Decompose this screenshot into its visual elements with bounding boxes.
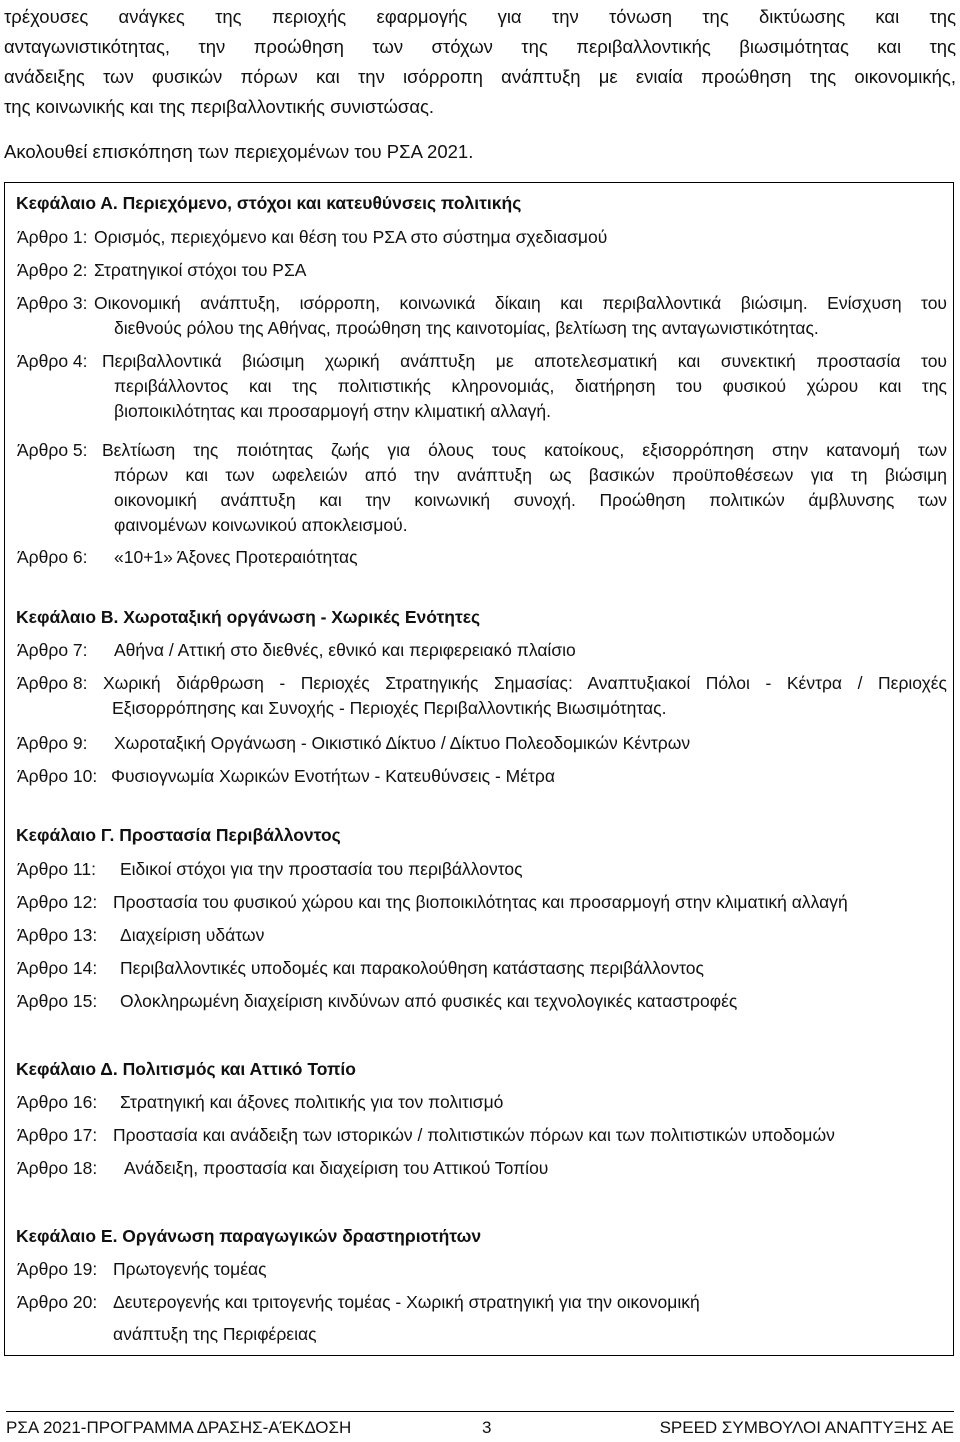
article-row [17,1156,947,1181]
intro-paragraph [4,2,956,122]
article-label: Άρθρο 12: [17,892,98,912]
article-text [17,545,947,570]
article-text [17,438,947,538]
article-label: Άρθρο 15: [17,991,98,1011]
article-label: Άρθρο 16: [17,1092,98,1112]
article-line: Προστασία του φυσικού χώρου και της βιοποικιλότητας και προσαρμογή στην κλιματική αλλαγή [113,892,848,912]
intro-line: της κοινωνικής και της περιβαλλοντικής συνιστώσας. [4,96,435,117]
article-text [17,258,947,283]
article-line: «10+1» Άξονες Προτεραιότητας [114,547,358,567]
article-label: Άρθρο 7: [17,640,88,660]
article-text [17,291,947,341]
intro-line: ανταγωνιστικότητας, την προώθηση των στόχων της περιβαλλοντικής βιωσιμότητας και της [4,36,956,57]
footer-company: SPEED ΣΥΜΒΟΥΛΟΙ ΑΝΑΠΤΥΞΗΣ ΑΕ [659,1418,954,1437]
article-line: Ανάδειξη, προστασία και διαχείριση του Αττικού Τοπίου [124,1158,549,1178]
article-line: Αθήνα / Αττική στο διεθνές, εθνικό και περιφερειακό πλαίσιο [114,640,576,660]
article-row [17,1123,947,1148]
article-row [17,291,947,341]
article-line: Ολοκληρωμένη διαχείριση κινδύνων από φυσικές και τεχνολογικές καταστροφές [120,991,738,1011]
article-label: Άρθρο 18: [17,1158,98,1178]
article-text [17,349,947,424]
article-text [17,1257,947,1282]
article-text [17,890,947,915]
article-line: βιοποικιλότητας και προσαρμογή στην κλιματική αλλαγή. [114,401,552,421]
article-line: Δευτερογενής και τριτογενής τομέας - Χωρική στρατηγική για την οικονομική [113,1292,700,1312]
article-row [17,731,947,756]
article-row [17,764,947,789]
article-row [17,956,947,981]
contents-frame [4,182,954,1356]
article-text [17,1090,947,1115]
article-line: Οικονομική ανάπτυξη, ισόρροπη, κοινωνικά δίκαιη και περιβαλλοντικά βιώσιμη. Ενίσχυση του [94,293,947,313]
chapter-title: Κεφάλαιο Β. Χωροταξική οργάνωση - Χωρικές Ενότητες [16,607,481,627]
article-line: φαινομένων κοινωνικού αποκλεισμού. [114,515,408,535]
article-line: Φυσιογνωμία Χωρικών Ενοτήτων - Κατευθύνσεις - Μέτρα [111,766,555,786]
article-line: Βελτίωση της ποιότητας ζωής για όλους τους κατοίκους, εξισορρόπηση στην κατανομή των [102,440,947,460]
article-line: ανάπτυξη της Περιφέρειας [113,1324,317,1344]
article-label: Άρθρο 9: [17,733,88,753]
article-row [17,671,947,721]
chapter-title: Κεφάλαιο Γ. Προστασία Περιβάλλοντος [16,825,341,845]
article-line: Χωρική διάρθρωση - Περιοχές Στρατηγικής Σημασίας: Αναπτυξιακοί Πόλοι - Κέντρα / Περιοχές [103,673,947,693]
article-line: Διαχείριση υδάτων [120,925,265,945]
article-row [17,638,947,663]
article-label: Άρθρο 4: [17,351,88,371]
article-row [17,857,947,882]
article-line: Ορισμός, περιεχόμενο και θέση του ΡΣΑ στο σύστημα σχεδιασμού [94,227,608,247]
article-label: Άρθρο 11: [17,859,96,879]
article-row [17,545,947,570]
article-row [17,258,947,283]
article-text [17,1290,947,1347]
article-row [17,225,947,250]
article-label: Άρθρο 20: [17,1292,98,1312]
article-label: Άρθρο 14: [17,958,98,978]
article-row [17,1257,947,1282]
article-text [17,638,947,663]
article-row [17,349,947,424]
article-row [17,438,947,538]
chapter-title: Κεφάλαιο Ε. Οργάνωση παραγωγικών δραστηριοτήτων [16,1226,482,1246]
article-label: Άρθρο 6: [17,547,88,567]
article-text [17,671,947,721]
article-label: Άρθρο 10: [17,766,98,786]
footer-document-title: ΡΣΑ 2021-ΠΡΟΓΡΑΜΜΑ ΔΡΑΣΗΣ-ΑΈΚΔΟΣΗ [6,1418,352,1437]
article-row [17,890,947,915]
article-text [17,923,947,948]
article-text [17,1123,947,1148]
article-label: Άρθρο 5: [17,440,88,460]
article-line: διεθνούς ρόλου της Αθήνας, προώθηση της καινοτομίας, βελτίωση της ανταγωνιστικότητας. [114,318,819,338]
article-line: οικονομική ανάπτυξη και την κοινωνική συνοχή. Προώθηση πολιτικών άμβλυνσης των [114,490,947,510]
chapter-title: Κεφάλαιο Α. Περιεχόμενο, στόχοι και κατευθύνσεις πολιτικής [16,193,522,213]
article-label: Άρθρο 1: [17,227,88,247]
article-line: Εξισορρόπησης και Συνοχής - Περιοχές Περιβαλλοντικής Βιωσιμότητας. [112,698,667,718]
article-row [17,1090,947,1115]
chapter-title: Κεφάλαιο Δ. Πολιτισμός και Αττικό Τοπίο [16,1059,356,1079]
article-row [17,923,947,948]
lead-sentence: Ακολουθεί επισκόπηση των περιεχομένων του ΡΣΑ 2021. [4,141,474,162]
article-text [17,731,947,756]
intro-line: ανάδειξης των φυσικών πόρων και την ισόρροπη ανάπτυξη με ενιαία προώθηση της οικονομικής, [4,66,956,87]
article-line: Στρατηγικοί στόχοι του ΡΣΑ [94,260,307,280]
footer-page-number: 3 [482,1418,492,1437]
article-label: Άρθρο 17: [17,1125,98,1145]
article-line: Πρωτογενής τομέας [113,1259,267,1279]
article-line: περιβάλλοντος και της πολιτιστικής κληρονομιάς, διατήρηση του φυσικού χώρου και της [114,376,947,396]
article-label: Άρθρο 2: [17,260,88,280]
article-line: Προστασία και ανάδειξη των ιστορικών / πολιτιστικών πόρων και των πολιτιστικών υποδομών [113,1125,835,1145]
article-text [17,1156,947,1181]
article-text [17,956,947,981]
article-line: πόρων και των ωφελειών από την ανάπτυξη ως βασικών προϋποθέσεων για τη βιώσιμη [114,465,947,485]
article-label: Άρθρο 8: [17,673,88,693]
article-line: Περιβαλλοντικές υποδομές και παρακολούθηση κατάστασης περιβάλλοντος [120,958,704,978]
article-label: Άρθρο 13: [17,925,98,945]
article-line: Χωροταξική Οργάνωση - Οικιστικό Δίκτυο / Δίκτυο Πολεοδομικών Κέντρων [114,733,691,753]
article-line: Στρατηγική και άξονες πολιτικής για τον πολιτισμό [120,1092,504,1112]
article-row [17,1290,947,1347]
article-label: Άρθρο 19: [17,1259,98,1279]
article-line: Ειδικοί στόχοι για την προστασία του περιβάλλοντος [120,859,523,879]
article-text [17,857,947,882]
article-text [17,764,947,789]
article-text [17,225,947,250]
article-label: Άρθρο 3: [17,293,88,313]
article-row [17,989,947,1014]
article-text [17,989,947,1014]
intro-line: τρέχουσες ανάγκες της περιοχής εφαρμογής για την τόνωση της δικτύωσης και της [4,6,956,27]
article-line: Περιβαλλοντικά βιώσιμη χωρική ανάπτυξη με αποτελεσματική και συνεκτική προστασία του [102,351,947,371]
page-footer [6,1411,954,1442]
